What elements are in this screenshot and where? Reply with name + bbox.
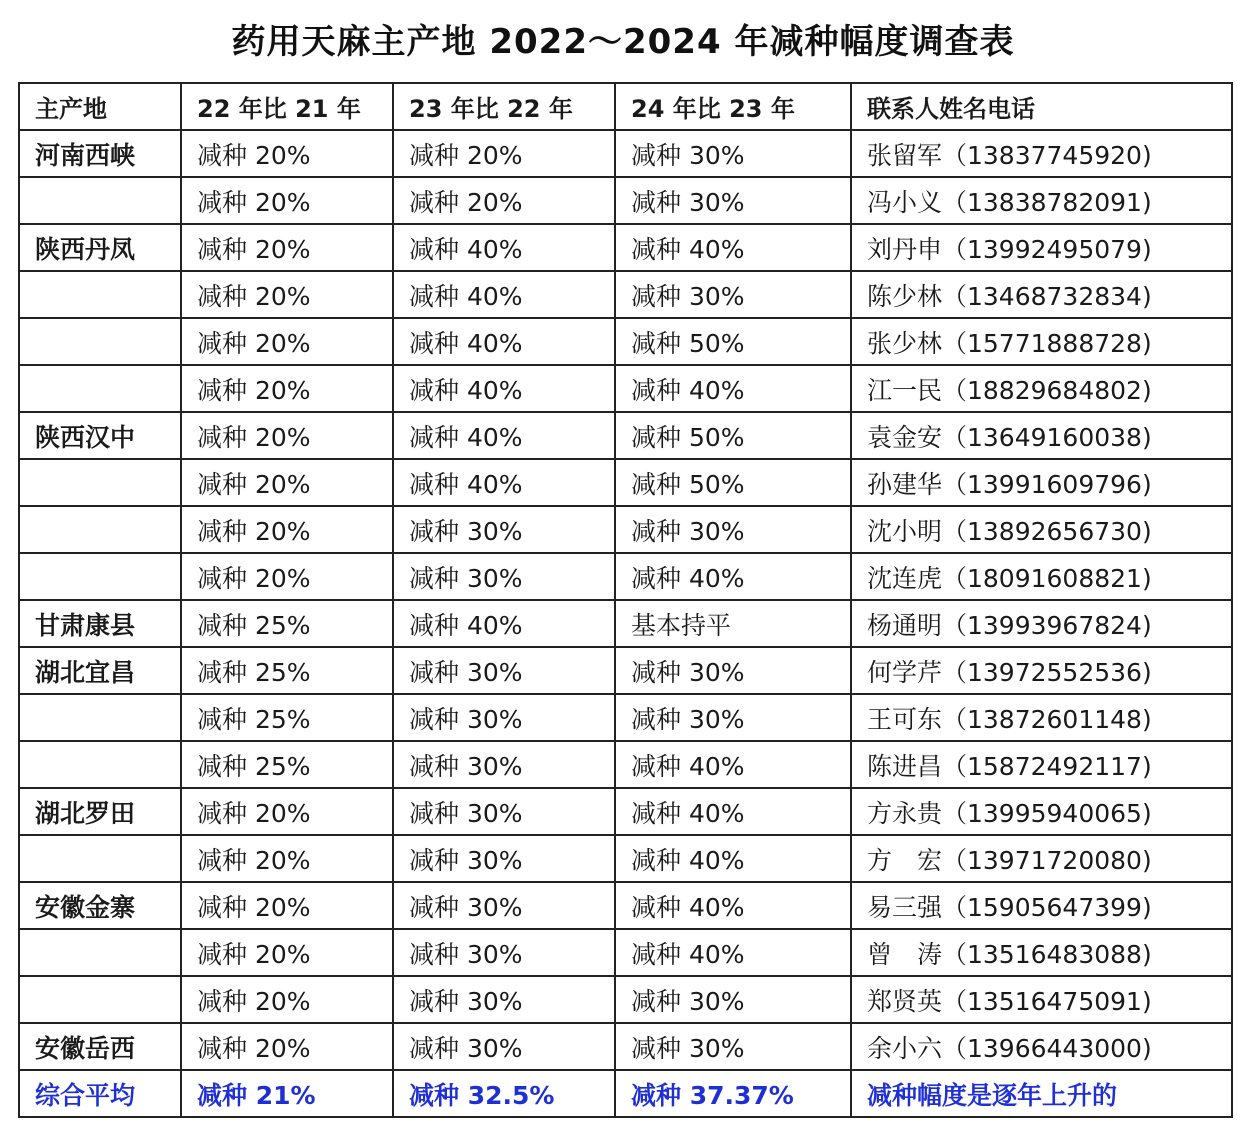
cell-2022: 减种 25% (181, 647, 393, 694)
cell-2022: 减种 20% (181, 177, 393, 224)
header-origin: 主产地 (19, 83, 181, 130)
cell-contact: 曾 涛（13516483088) (851, 929, 1232, 976)
average-note: 减种幅度是逐年上升的 (851, 1070, 1232, 1117)
table-row (19, 600, 1232, 647)
cell-2023: 减种 30% (393, 976, 615, 1023)
cell-2023: 减种 40% (393, 600, 615, 647)
header-2024-vs-2023: 24 年比 23 年 (615, 83, 851, 130)
average-label: 综合平均 (19, 1070, 181, 1117)
table-row (19, 976, 1232, 1023)
cell-2024: 减种 40% (615, 835, 851, 882)
cell-2023: 减种 30% (393, 694, 615, 741)
cell-2024: 减种 30% (615, 976, 851, 1023)
cell-contact: 杨通明（13993967824) (851, 600, 1232, 647)
table-row (19, 459, 1232, 506)
cell-2023: 减种 30% (393, 553, 615, 600)
cell-origin: 湖北罗田 (19, 788, 181, 835)
cell-2022: 减种 20% (181, 224, 393, 271)
table-row (19, 647, 1232, 694)
cell-2024: 基本持平 (615, 600, 851, 647)
cell-contact: 孙建华（13991609796) (851, 459, 1232, 506)
table-row (19, 365, 1232, 412)
table-row (19, 318, 1232, 365)
cell-origin (19, 459, 181, 506)
page-title: 药用天麻主产地 2022～2024 年减种幅度调查表 (231, 22, 1015, 62)
cell-contact: 方 宏（13971720080) (851, 835, 1232, 882)
average-2022: 减种 21% (181, 1070, 393, 1117)
cell-2024: 减种 40% (615, 365, 851, 412)
cell-origin: 陕西丹凤 (19, 224, 181, 271)
table-row (19, 694, 1232, 741)
cell-contact: 易三强（15905647399) (851, 882, 1232, 929)
table-row (19, 553, 1232, 600)
cell-origin: 湖北宜昌 (19, 647, 181, 694)
cell-origin (19, 318, 181, 365)
cell-2024: 减种 40% (615, 788, 851, 835)
cell-2023: 减种 40% (393, 365, 615, 412)
cell-2022: 减种 20% (181, 882, 393, 929)
cell-2024: 减种 30% (615, 506, 851, 553)
cell-origin (19, 929, 181, 976)
table-row (19, 741, 1232, 788)
cell-2024: 减种 50% (615, 412, 851, 459)
cell-2023: 减种 40% (393, 412, 615, 459)
header-contact: 联系人姓名电话 (851, 83, 1232, 130)
table-row (19, 788, 1232, 835)
cell-2022: 减种 20% (181, 365, 393, 412)
table-row (19, 835, 1232, 882)
cell-2022: 减种 20% (181, 553, 393, 600)
cell-origin (19, 694, 181, 741)
table-row (19, 506, 1232, 553)
cell-contact: 余小六（13966443000) (851, 1023, 1232, 1070)
cell-contact: 沈连虎（18091608821) (851, 553, 1232, 600)
cell-2023: 减种 20% (393, 177, 615, 224)
cell-2023: 减种 30% (393, 506, 615, 553)
cell-2022: 减种 20% (181, 976, 393, 1023)
cell-2024: 减种 40% (615, 553, 851, 600)
cell-origin (19, 553, 181, 600)
cell-2022: 减种 20% (181, 318, 393, 365)
cell-2023: 减种 30% (393, 647, 615, 694)
cell-contact: 陈少林（13468732834) (851, 271, 1232, 318)
table-header-row (19, 83, 1232, 130)
cell-2024: 减种 40% (615, 224, 851, 271)
cell-2023: 减种 30% (393, 788, 615, 835)
cell-2024: 减种 50% (615, 459, 851, 506)
cell-contact: 江一民（18829684802) (851, 365, 1232, 412)
table-row (19, 271, 1232, 318)
table-row (19, 412, 1232, 459)
cell-2022: 减种 20% (181, 929, 393, 976)
cell-contact: 郑贤英（13516475091) (851, 976, 1232, 1023)
average-2024: 减种 37.37% (615, 1070, 851, 1117)
cell-origin (19, 835, 181, 882)
cell-2024: 减种 40% (615, 741, 851, 788)
cell-2022: 减种 20% (181, 835, 393, 882)
cell-origin (19, 506, 181, 553)
header-2023-vs-2022: 23 年比 22 年 (393, 83, 615, 130)
cell-origin: 河南西峡 (19, 130, 181, 177)
cell-2023: 减种 30% (393, 741, 615, 788)
cell-2022: 减种 20% (181, 788, 393, 835)
cell-2022: 减种 20% (181, 459, 393, 506)
cell-contact: 刘丹申（13992495079) (851, 224, 1232, 271)
average-2023: 减种 32.5% (393, 1070, 615, 1117)
cell-contact: 沈小明（13892656730) (851, 506, 1232, 553)
cell-contact: 张留军（13837745920) (851, 130, 1232, 177)
cell-2024: 减种 30% (615, 1023, 851, 1070)
cell-2023: 减种 30% (393, 929, 615, 976)
table-row (19, 1023, 1232, 1070)
table-row (19, 130, 1232, 177)
cell-2023: 减种 40% (393, 271, 615, 318)
cell-2023: 减种 30% (393, 882, 615, 929)
cell-contact: 张少林（15771888728) (851, 318, 1232, 365)
cell-contact: 冯小义（13838782091) (851, 177, 1232, 224)
cell-contact: 方永贵（13995940065) (851, 788, 1232, 835)
cell-2024: 减种 30% (615, 177, 851, 224)
cell-2024: 减种 30% (615, 647, 851, 694)
cell-contact: 陈进昌（15872492117) (851, 741, 1232, 788)
cell-2024: 减种 50% (615, 318, 851, 365)
cell-2022: 减种 25% (181, 741, 393, 788)
cell-2023: 减种 30% (393, 835, 615, 882)
cell-2022: 减种 25% (181, 694, 393, 741)
cell-2022: 减种 20% (181, 271, 393, 318)
cell-contact: 袁金安（13649160038) (851, 412, 1232, 459)
cell-2023: 减种 40% (393, 459, 615, 506)
cell-origin (19, 741, 181, 788)
cell-2024: 减种 30% (615, 130, 851, 177)
cell-2022: 减种 20% (181, 412, 393, 459)
cell-origin (19, 177, 181, 224)
cell-2024: 减种 30% (615, 271, 851, 318)
cell-2024: 减种 30% (615, 694, 851, 741)
cell-2023: 减种 30% (393, 1023, 615, 1070)
cell-2023: 减种 20% (393, 130, 615, 177)
average-row (19, 1070, 1232, 1117)
survey-table (18, 82, 1233, 1118)
table-row (19, 882, 1232, 929)
cell-contact: 何学芹（13972552536) (851, 647, 1232, 694)
cell-origin: 陕西汉中 (19, 412, 181, 459)
cell-origin: 安徽金寨 (19, 882, 181, 929)
cell-2024: 减种 40% (615, 882, 851, 929)
cell-origin: 甘肃康县 (19, 600, 181, 647)
cell-origin (19, 365, 181, 412)
cell-origin (19, 271, 181, 318)
cell-2022: 减种 20% (181, 506, 393, 553)
header-2022-vs-2021: 22 年比 21 年 (181, 83, 393, 130)
cell-2023: 减种 40% (393, 318, 615, 365)
table-row (19, 177, 1232, 224)
cell-2022: 减种 20% (181, 130, 393, 177)
cell-contact: 王可东（13872601148) (851, 694, 1232, 741)
cell-2022: 减种 20% (181, 1023, 393, 1070)
cell-2023: 减种 40% (393, 224, 615, 271)
table-row (19, 224, 1232, 271)
table-row (19, 929, 1232, 976)
cell-2022: 减种 25% (181, 600, 393, 647)
cell-origin: 安徽岳西 (19, 1023, 181, 1070)
cell-2024: 减种 40% (615, 929, 851, 976)
cell-origin (19, 976, 181, 1023)
